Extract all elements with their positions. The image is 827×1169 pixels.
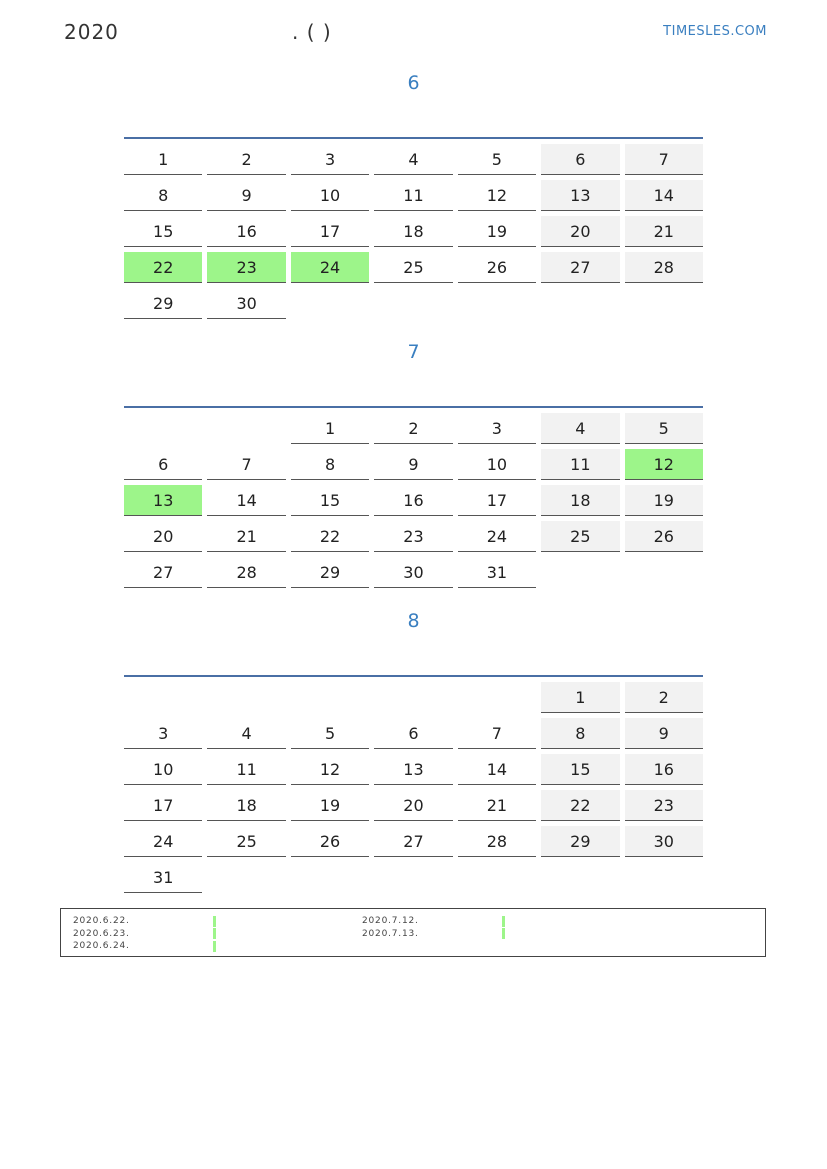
day-cell: 26: [291, 826, 369, 857]
empty-day-cell: [374, 288, 452, 319]
day-cell: 28: [458, 826, 536, 857]
week-row: [124, 144, 703, 180]
day-cell: 6: [124, 449, 202, 480]
weekend-day-cell: 23: [625, 790, 703, 821]
day-cell: 29: [124, 288, 202, 319]
day-cell: 18: [374, 216, 452, 247]
month-title-6: 6: [407, 72, 420, 94]
weekend-day-cell: 16: [625, 754, 703, 785]
empty-day-cell: [458, 862, 536, 893]
page-title-paren: . ( ): [292, 20, 332, 44]
day-cell: 6: [374, 718, 452, 749]
legend-entry: [362, 928, 505, 941]
empty-day-cell: [207, 862, 285, 893]
day-cell: 5: [291, 718, 369, 749]
day-cell: 24: [458, 521, 536, 552]
legend-entry: [73, 915, 216, 928]
week-row: [124, 862, 703, 898]
day-cell: 15: [291, 485, 369, 516]
weekend-day-cell: 19: [625, 485, 703, 516]
legend-date: 2020.7.13.: [362, 928, 419, 939]
day-cell: 19: [291, 790, 369, 821]
day-cell: 15: [124, 216, 202, 247]
weekend-day-cell: 6: [541, 144, 619, 175]
week-row: [124, 826, 703, 862]
week-row: [124, 557, 703, 593]
day-cell: 9: [374, 449, 452, 480]
empty-day-cell: [541, 557, 619, 588]
week-row: [124, 754, 703, 790]
empty-day-cell: [625, 862, 703, 893]
day-cell: 7: [458, 718, 536, 749]
empty-day-cell: [541, 288, 619, 319]
weekend-day-cell: 18: [541, 485, 619, 516]
week-row: [124, 790, 703, 826]
day-cell: 10: [458, 449, 536, 480]
day-cell: 17: [124, 790, 202, 821]
month-calendar-7: [124, 406, 703, 593]
week-row: [124, 449, 703, 485]
week-row: [124, 288, 703, 324]
day-cell: 29: [291, 557, 369, 588]
day-cell: 4: [374, 144, 452, 175]
legend-column: [362, 915, 505, 940]
day-cell: 10: [291, 180, 369, 211]
day-cell: 30: [374, 557, 452, 588]
empty-day-cell: [207, 413, 285, 444]
empty-day-cell: [625, 288, 703, 319]
day-cell: 22: [291, 521, 369, 552]
day-cell: 18: [207, 790, 285, 821]
weekend-day-cell: 22: [541, 790, 619, 821]
holiday-marker-icon: [502, 928, 505, 939]
holiday-marker-icon: [213, 928, 216, 939]
weekend-day-cell: 25: [541, 521, 619, 552]
day-cell: 23: [374, 521, 452, 552]
day-cell: 19: [458, 216, 536, 247]
empty-day-cell: [124, 413, 202, 444]
month-calendar-8: [124, 675, 703, 898]
day-cell: 27: [374, 826, 452, 857]
legend-date: 2020.6.24.: [73, 941, 130, 952]
weekend-day-cell: 11: [541, 449, 619, 480]
day-cell: 28: [207, 557, 285, 588]
day-cell: 25: [374, 252, 452, 283]
day-cell: 8: [124, 180, 202, 211]
day-cell: 12: [291, 754, 369, 785]
empty-day-cell: [124, 682, 202, 713]
weekend-day-cell: 8: [541, 718, 619, 749]
empty-day-cell: [291, 862, 369, 893]
day-cell: 20: [124, 521, 202, 552]
day-cell: 9: [207, 180, 285, 211]
empty-day-cell: [458, 288, 536, 319]
day-cell: 25: [207, 826, 285, 857]
weekend-day-cell: 13: [541, 180, 619, 211]
day-cell: 26: [458, 252, 536, 283]
holiday-marker-icon: [213, 916, 216, 927]
page-title: 2020: [64, 20, 119, 44]
site-link[interactable]: TIMESLES.COM: [663, 24, 767, 39]
holiday-marker-icon: [213, 941, 216, 952]
day-cell: 2: [374, 413, 452, 444]
day-cell: 13: [374, 754, 452, 785]
week-row: [124, 252, 703, 288]
holiday-day-cell: 12: [625, 449, 703, 480]
holiday-day-cell: 22: [124, 252, 202, 283]
week-row: [124, 413, 703, 449]
week-row: [124, 180, 703, 216]
day-cell: 3: [291, 144, 369, 175]
weekend-day-cell: 7: [625, 144, 703, 175]
day-cell: 31: [124, 862, 202, 893]
empty-day-cell: [625, 557, 703, 588]
day-cell: 8: [291, 449, 369, 480]
empty-day-cell: [541, 862, 619, 893]
holiday-legend: [60, 908, 766, 957]
day-cell: 11: [207, 754, 285, 785]
day-cell: 11: [374, 180, 452, 211]
week-row: [124, 718, 703, 754]
weekend-day-cell: 21: [625, 216, 703, 247]
day-cell: 1: [124, 144, 202, 175]
day-cell: 24: [124, 826, 202, 857]
legend-entry: [73, 928, 216, 941]
weekend-day-cell: 2: [625, 682, 703, 713]
day-cell: 21: [458, 790, 536, 821]
weekend-day-cell: 27: [541, 252, 619, 283]
week-row: [124, 521, 703, 557]
day-cell: 3: [124, 718, 202, 749]
legend-date: 2020.6.22.: [73, 916, 130, 927]
weekend-day-cell: 30: [625, 826, 703, 857]
weekend-day-cell: 26: [625, 521, 703, 552]
legend-date: 2020.7.12.: [362, 916, 419, 927]
weekend-day-cell: 15: [541, 754, 619, 785]
week-row: [124, 682, 703, 718]
empty-day-cell: [207, 682, 285, 713]
holiday-day-cell: 24: [291, 252, 369, 283]
weekend-day-cell: 5: [625, 413, 703, 444]
week-row: [124, 485, 703, 521]
weekend-day-cell: 4: [541, 413, 619, 444]
day-cell: 5: [458, 144, 536, 175]
holiday-marker-icon: [502, 916, 505, 927]
legend-date: 2020.6.23.: [73, 928, 130, 939]
day-cell: 17: [458, 485, 536, 516]
empty-day-cell: [458, 682, 536, 713]
day-cell: 1: [291, 413, 369, 444]
weekend-day-cell: 1: [541, 682, 619, 713]
legend-entry: [362, 915, 505, 928]
day-cell: 30: [207, 288, 285, 319]
weekend-day-cell: 20: [541, 216, 619, 247]
empty-day-cell: [291, 288, 369, 319]
empty-day-cell: [291, 682, 369, 713]
month-title-8: 8: [407, 610, 420, 632]
day-cell: 27: [124, 557, 202, 588]
day-cell: 31: [458, 557, 536, 588]
day-cell: 16: [207, 216, 285, 247]
day-cell: 3: [458, 413, 536, 444]
weekend-day-cell: 14: [625, 180, 703, 211]
empty-day-cell: [374, 682, 452, 713]
day-cell: 10: [124, 754, 202, 785]
day-cell: 14: [458, 754, 536, 785]
weekend-day-cell: 28: [625, 252, 703, 283]
day-cell: 21: [207, 521, 285, 552]
week-row: [124, 216, 703, 252]
legend-entry: [73, 940, 216, 953]
month-title-7: 7: [407, 341, 420, 363]
legend-column: [73, 915, 216, 953]
day-cell: 17: [291, 216, 369, 247]
day-cell: 14: [207, 485, 285, 516]
weekend-day-cell: 29: [541, 826, 619, 857]
holiday-day-cell: 23: [207, 252, 285, 283]
weekend-day-cell: 9: [625, 718, 703, 749]
month-calendar-6: [124, 137, 703, 324]
day-cell: 16: [374, 485, 452, 516]
day-cell: 12: [458, 180, 536, 211]
day-cell: 20: [374, 790, 452, 821]
day-cell: 4: [207, 718, 285, 749]
day-cell: 7: [207, 449, 285, 480]
holiday-day-cell: 13: [124, 485, 202, 516]
day-cell: 2: [207, 144, 285, 175]
empty-day-cell: [374, 862, 452, 893]
